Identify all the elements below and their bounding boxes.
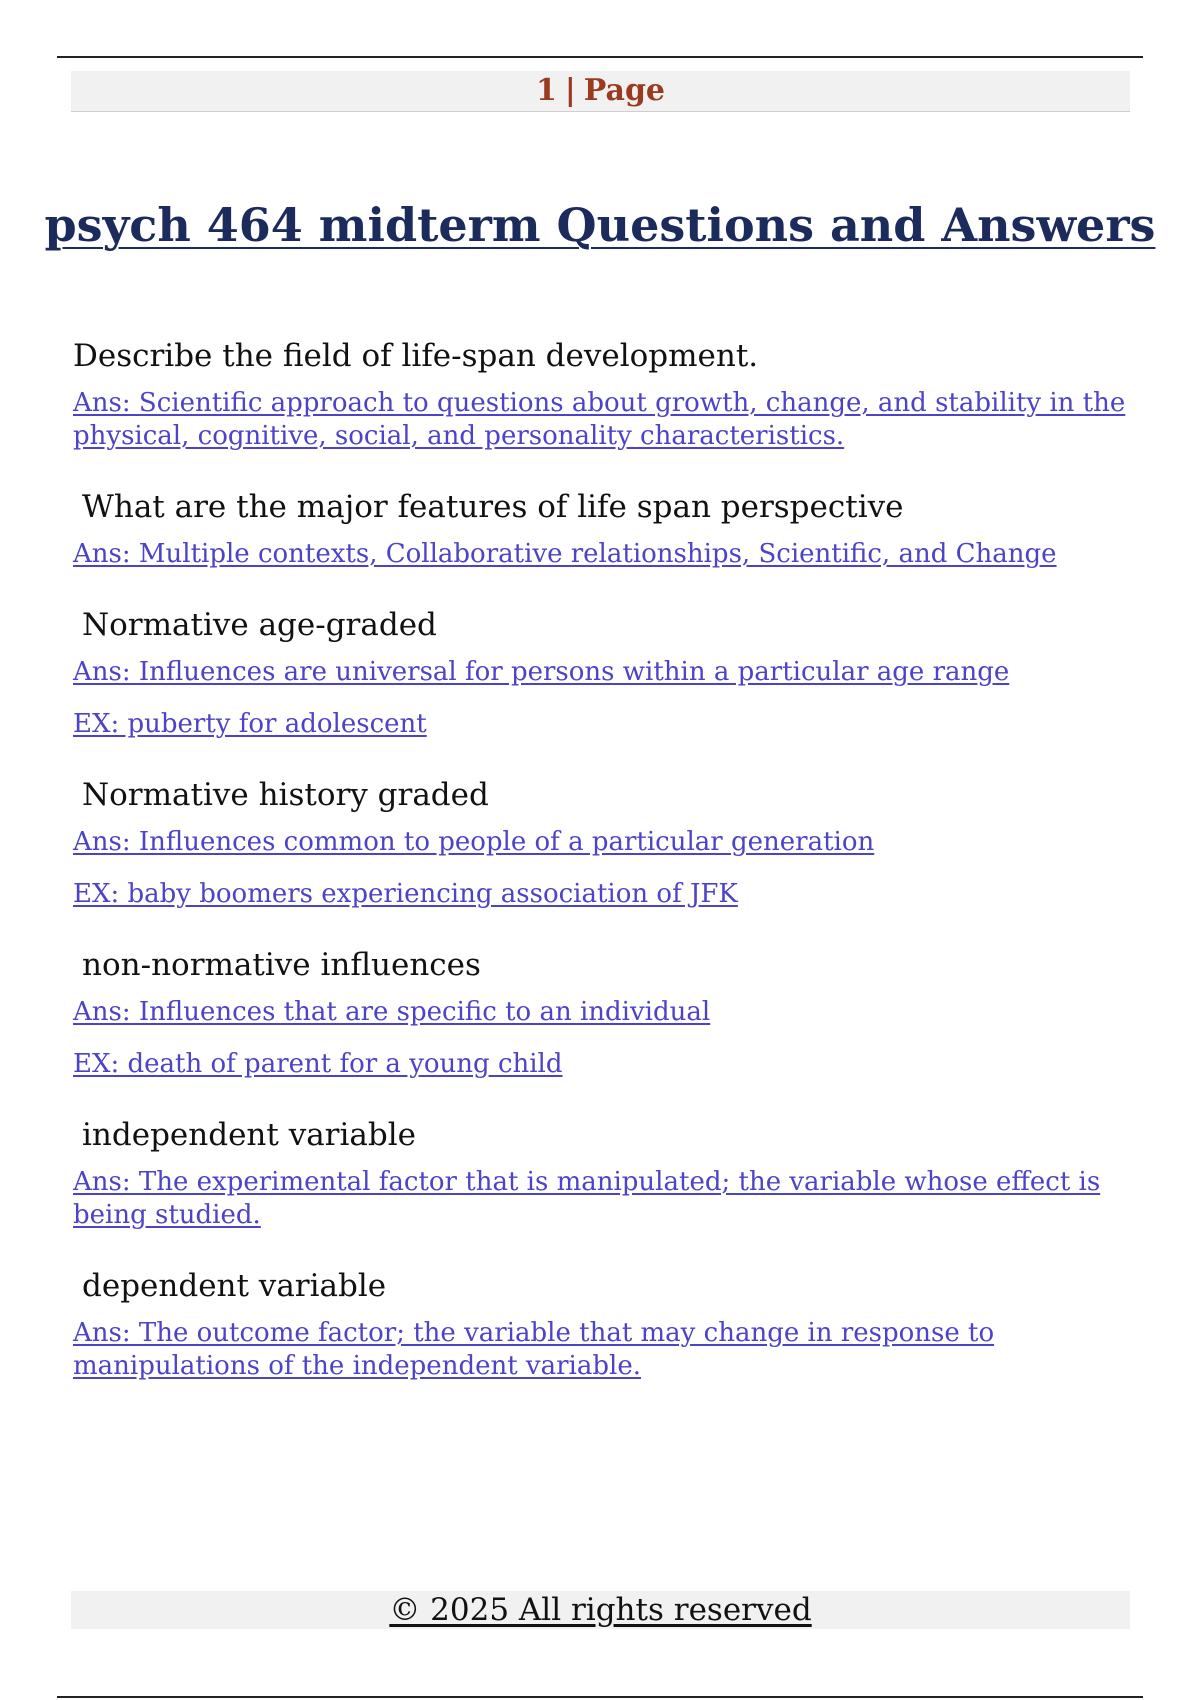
answer-link[interactable]: Ans: The experimental factor that is manipulated; the variable whose effect is being studied. [73,1167,1101,1230]
qa-item [73,484,1133,571]
page-header [71,71,1130,112]
question-text: non-normative influences [82,947,481,983]
question-text: Describe the field of life-span development. [73,338,759,374]
page-footer [71,1591,1130,1629]
qa-item [73,602,1133,741]
answer-link[interactable]: Ans: Influences that are specific to an individual [73,997,711,1027]
question-text: Normative history graded [82,777,489,813]
qa-item [73,1263,1133,1383]
document-title-text: psych 464 midterm Questions and Answers [44,198,1156,252]
question-text: What are the major features of life span perspective [82,489,904,525]
bottom-rule [57,1696,1143,1698]
qa-item [73,942,1133,1081]
question-text: independent variable [82,1117,417,1153]
qa-item [73,333,1133,453]
answer-link[interactable]: Ans: The outcome factor; the variable that may change in response to manipulations of the independent variable. [73,1318,995,1381]
answer-link[interactable]: Ans: Influences common to people of a particular generation [73,827,875,857]
page-number: 1 [535,73,557,108]
answer-link[interactable]: Ans: Multiple contexts, Collaborative relationships, Scientific, and Change [73,539,1057,569]
question-text: dependent variable [82,1268,387,1304]
example-link[interactable]: EX: baby boomers experiencing association of JFK [73,879,738,909]
qa-list [73,333,1133,1414]
top-rule [57,56,1143,58]
question-text: Normative age-graded [82,607,437,643]
page-label: Page [583,73,666,108]
document-title [0,198,1200,253]
example-link[interactable]: EX: puberty for adolescent [73,709,427,739]
example-link[interactable]: EX: death of parent for a young child [73,1049,563,1079]
qa-item [73,1112,1133,1232]
page-separator: | [564,73,576,108]
qa-item [73,772,1133,911]
answer-link[interactable]: Ans: Influences are universal for persons within a particular age range [73,657,1010,687]
copyright-text: © 2025 All rights reserved [389,1592,812,1628]
answer-link[interactable]: Ans: Scientific approach to questions about growth, change, and stability in the physical, cognitive, social, and personality characteristics. [73,388,1126,451]
